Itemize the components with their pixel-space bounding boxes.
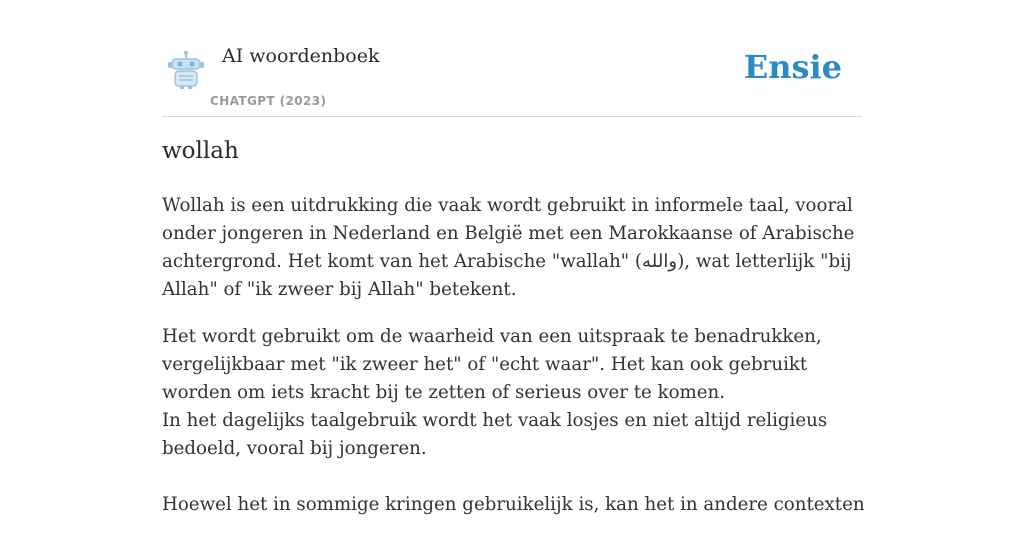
definition-paragraph: Het wordt gebruikt om de waarheid van een uitspraak te benadrukken, vergelijkbaar met "ik zweer het" of "echt waar". Het kan ook gebruikt worden om iets kracht bij te zetten of serieus over te komen. In het dagelijks taalgebruik wordt het vaak losjes en niet altijd religieus bedoeld, vooral bij jongeren.	[162, 326, 828, 459]
ensie-logo[interactable]: Ensie	[743, 48, 842, 86]
entry-definition	[162, 192, 866, 538]
definition-paragraph: Wollah is een uitdrukking die vaak wordt gebruikt in informele taal, vooral onder jongeren in Nederland en België met een Marokkaanse of Arabische achtergrond. Het komt van het Arabische "wallah" (والله), wat letterlijk "bij Allah" of "ik zweer bij Allah" betekent.	[162, 195, 855, 300]
dictionary-title[interactable]: AI woordenboek	[222, 45, 380, 67]
dictionary-header	[162, 0, 862, 117]
entry-word-title: wollah	[162, 138, 239, 164]
dictionary-source: CHATGPT (2023)	[210, 94, 327, 108]
page	[162, 0, 865, 515]
definition-paragraph: Hoewel het in sommige kringen gebruikelijk is, kan het in andere contexten	[162, 494, 865, 515]
robot-icon	[166, 50, 206, 90]
